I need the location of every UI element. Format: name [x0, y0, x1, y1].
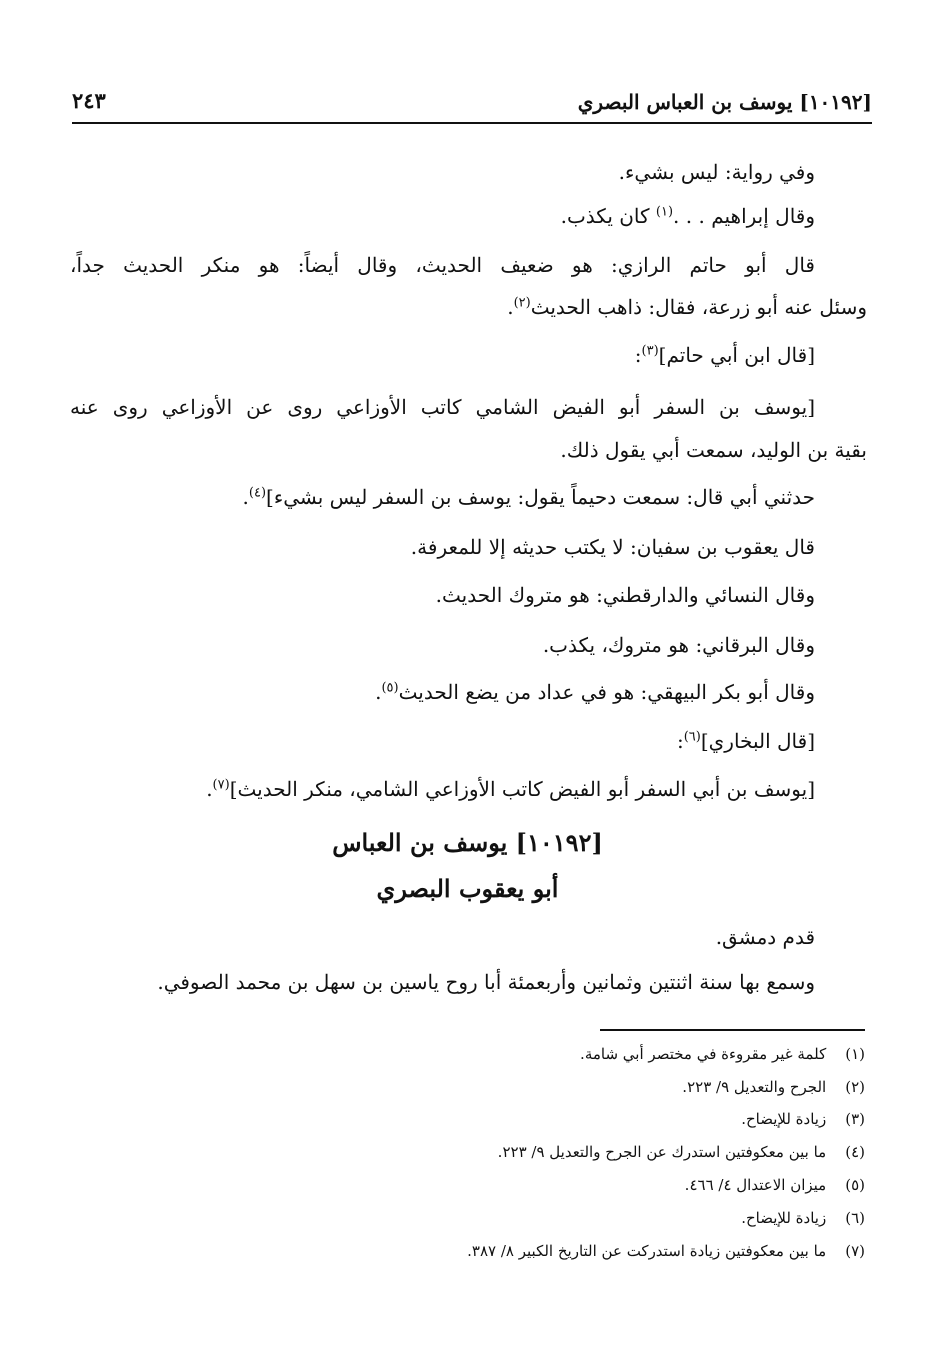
- footnote-2: (٢) الجرح والتعديل ٩/ ٢٢٣.: [682, 1078, 865, 1096]
- text-line-7: بقية بن الوليد، سمعت أبي يقول ذلك.: [560, 438, 867, 462]
- footnote-7: (٧) ما بين معكوفتين زيادة استدركت عن التاريخ الكبير ٨/ ٣٨٧.: [467, 1242, 865, 1260]
- text-line-8: حدثني أبي قال: سمعت دحيماً يقول: يوسف بن السفر ليس بشيء]$^{(٤)}$.: [242, 485, 815, 509]
- footnote-ref-6: (٦): [683, 729, 701, 745]
- text-line-16: وسمع بها سنة اثنتين وثمانين وأربعمئة أبا روح ياسين بن سهل بن محمد الصوفي.: [157, 970, 815, 994]
- text-line-4: وسئل عنه أبو زرعة، فقال: ذاهب الحديث$^{(٢)}$.: [507, 295, 867, 319]
- text-line-6: [يوسف بن السفر أبو الفيض الشامي كاتب الأوزاعي روى عن الأوزاعي روى عنه: [70, 395, 815, 419]
- footnote-ref-5: (٥): [381, 680, 399, 696]
- text-line-13: [قال البخاري]$^{(٦)}$:: [676, 729, 815, 753]
- footnote-ref-1: (١): [655, 204, 674, 220]
- footnote-ref-3: (٣): [641, 343, 659, 359]
- text-line-14: [يوسف بن أبي السفر أبو الفيض كاتب الأوزاعي الشامي، منكر الحديث]$^{(٧)}$.: [206, 777, 815, 801]
- footnote-ref-2: (٢): [513, 295, 531, 311]
- text-line-12: وقال أبو بكر البيهقي: هو في عداد من يضع الحديث$^{(٥)}$.: [375, 680, 815, 704]
- text-line-2: وقال إبراهيم . . .$^{(١)}$ كان يكذب.: [560, 204, 815, 228]
- footnote-1: (١) كلمة غير مقروءة في مختصر أبي شامة.: [580, 1045, 865, 1063]
- footnote-4: (٤) ما بين معكوفتين استدرك عن الجرح والتعديل ٩/ ٢٢٣.: [497, 1143, 865, 1161]
- footnote-separator: [600, 1029, 865, 1031]
- entry-heading-kunya: أبو يعقوب البصري: [376, 874, 559, 903]
- entry-heading-number-name: [١٠١٩٢] يوسف بن العباس: [332, 828, 603, 857]
- footnote-3: (٣) زيادة للإيضاح.: [741, 1110, 865, 1128]
- text-line-1: وفي رواية: ليس بشيء.: [618, 160, 815, 184]
- text-line-11: وقال البرقاني: هو متروك، يكذب.: [542, 633, 815, 657]
- text-line-5: [قال ابن أبي حاتم]$^{(٣)}$:: [634, 343, 815, 367]
- text-line-3: قال أبو حاتم الرازي: هو ضعيف الحديث، وقال أيضاً: هو منكر الحديث جداً،: [70, 253, 815, 277]
- page-number: ٢٤٣: [72, 88, 106, 113]
- text-line-10: وقال النسائي والدارقطني: هو متروك الحديث.: [435, 583, 815, 607]
- text-line-9: قال يعقوب بن سفيان: لا يكتب حديثه إلا للمعرفة.: [410, 535, 815, 559]
- text-line-15: قدم دمشق.: [715, 925, 815, 949]
- page-header: [72, 88, 872, 124]
- footnote-ref-7: (٧): [212, 777, 230, 793]
- footnote-ref-4: (٤): [248, 485, 267, 501]
- footnote-5: (٥) ميزان الاعتدال ٤/ ٤٦٦.: [684, 1176, 865, 1194]
- footnote-6: (٦) زيادة للإيضاح.: [741, 1209, 865, 1227]
- running-title: [١٠١٩٢] يوسف بن العباس البصري: [577, 90, 872, 114]
